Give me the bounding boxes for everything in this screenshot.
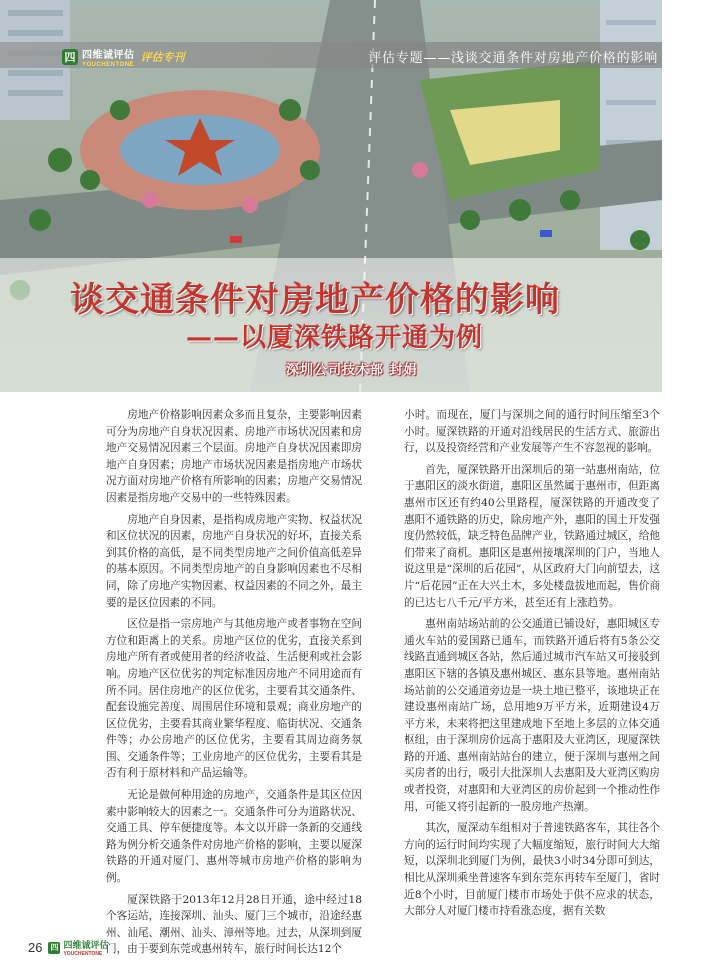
page-footer: [28, 938, 108, 957]
footer-logo-english-name: YOUCHENTONE: [63, 951, 103, 957]
paragraph: 小时。而现在，厦门与深圳之间的通行时间压缩至3个小时。厦深铁路的开通对沿线居民的生活方式、旅游出行，以及投资经营和产业发展等产生不容忽视的影响。: [404, 409, 660, 455]
section-topic: 评估专题——浅谈交通条件对房地产价格的影响: [368, 51, 658, 66]
section-header-bar: [0, 42, 662, 68]
logo-chinese-name: 四维诚评估: [82, 50, 135, 61]
logo-script-text: 评估专刊: [140, 51, 185, 64]
logo-text: [82, 46, 135, 68]
paragraph: 其次，厦深动车组相对于普速铁路客车，其往各个方向的运行时间均实现了大幅度缩短，旅行时间大大缩短，以深圳北到厦门为例，最快3小时34分即可到达，相比从深圳乘坐普速客车到东莞东再转车至厦门，省时近8个小时，目前厦门楼市市场处于供不应求的状态，大部分人对厦门楼市持看涨态度，据有关数: [404, 822, 660, 918]
logo-mark-icon: 四: [62, 49, 78, 65]
page-number: 26: [28, 940, 43, 955]
paragraph: 房地产自身因素，是指构成房地产实物、权益状况和区位状况的因素，房地产自身状况的好坏，直接关系到其价格的高低，是不同类型房地产之间价值高低差异的基本原因。不同类型房地产的自身影响因素也不尽相同，除了房地产实物因素、权益因素的不同之外，最主要的是区位因素的不同。: [106, 513, 362, 609]
article-title: 谈交通条件对房地产价格的影响: [70, 280, 560, 320]
article-byline: 深圳公司技术部 封娟: [286, 363, 418, 378]
article-subtitle: ——以厦深铁路开通为例: [186, 323, 484, 353]
paragraph: 厦深铁路于2013年12月28日开通，途中经过18个客运站，连接深圳、汕头、厦门三个城市，沿途经惠州、汕尾、潮州、汕头、漳州等地。过去，从深圳到厦门，由于要到东莞或惠州转车，旅行时间长达12个: [106, 893, 362, 956]
publication-logo: [62, 46, 185, 68]
logo-english-name: YOUCHENTONE: [82, 62, 135, 68]
hero-illustration: [0, 0, 662, 392]
footer-logo-chinese-name: 四维诚评估: [63, 941, 109, 951]
footer-logo: [48, 938, 108, 957]
paragraph: 无论是做何种用途的房地产，交通条件是其区位因素中影响较大的因素之一。交通条件可分为道路状况、交通工具、停车便捷度等。本文以开辟一条新的交通线路为例分析交通条件对房地产价格的影响，主要以厦深铁路的开通对厦门、惠州等城市房地产价格的影响为例。: [106, 789, 362, 885]
paragraph: 首先，厦深铁路开出深圳后的第一站惠州南站，位于惠阳区的淡水街道，惠阳区虽然属于惠州市，但距离惠州市区还有约40公里路程，厦深铁路的开通改变了惠阳不通铁路的历史，除房地产外，惠阳的国土开发强度仍然较低，缺乏特色品牌产业，铁路通过城区，给他们带来了商机。惠阳区是惠州接壤深圳的门户，当地人说这里是“深圳的后花园”，从区政府大门向前望去，这片“后花园”正在大兴土木，多处楼盘拔地而起，售价商的已达七八千元/平方米，甚至还有上涨趋势。: [404, 463, 660, 609]
footer-logo-mark-icon: 四: [50, 943, 59, 952]
paragraph: 房地产价格影响因素众多而且复杂，主要影响因素可分为房地产自身状况因素、房地产市场状况因素和房地产交易情况因素三个层面。房地产自身状况因素即房地产自身因素；房地产市场状况因素是指房地产市场状况方面对房地产价格有所影响的因素；房地产交易情况因素是指房地产交易中的一些特殊因素。: [106, 409, 362, 504]
paragraph: 区位是指一宗房地产与其他房地产或者事物在空间方位和距离上的关系。房地产区位的优劣，直接关系到房地产所有者或使用者的经济收益、生活便利或社会影响。房地产区位优劣的判定标准因房地产不同用途而有所不同。居住房地产的区位优劣，主要看其交通条件、配套设施完善度、周围居住环境和景观；商业房地产的区位优劣，主要看其商业繁华程度、临街状况、交通条件等；办公房地产的区位优劣，主要看其周边商务氛围、交通条件等；工业房地产的区位优劣，主要看其是否有利于原材料和产品运输等。: [106, 618, 362, 780]
right-text-column: [404, 407, 660, 925]
paragraph: 惠州南站场站前的公交通道已铺设好，惠阳城区专通火车站的爱国路已通车，而铁路开通后将有5条公交线路直通到城区各站，然后通过城市汽车站又可接驳到惠阳区下辖的各镇及惠州城区、惠东县等地。惠州南站场站前的公交通道旁边是一块土地已整平，该地块正在建设惠州南站广场，总用地9万平方米，近期建设4万平方米，未来将把这里建成地下至地上多层的立体交通枢纽，由于深圳房价远高于惠阳及大亚湾区，现厦深铁路的开通、惠州南站站台的建立，便于深圳与惠州之间买房者的出行，吸引大批深圳人去惠阳及大亚湾区购房或者投资，对惠阳和大亚湾区的房价起到一个推动性作用，可能又将引起新的一股房地产热潮。: [404, 618, 660, 813]
left-text-column: [106, 407, 362, 963]
footer-logo-text: [63, 938, 108, 957]
